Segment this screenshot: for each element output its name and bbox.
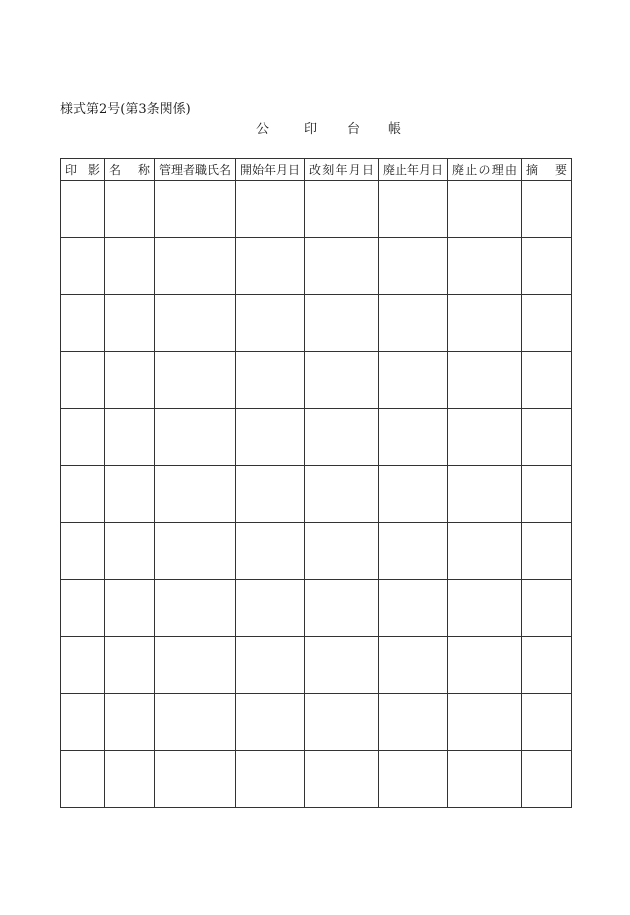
cell-manager[interactable]: [155, 466, 236, 523]
cell-seal-image[interactable]: [61, 637, 105, 694]
column-header-abolish-date: [379, 159, 448, 181]
cell-name[interactable]: [105, 409, 155, 466]
cell-abolish-date[interactable]: [379, 409, 448, 466]
table-row: [61, 637, 572, 694]
column-header-start-date: [236, 159, 305, 181]
cell-abolish-date[interactable]: [379, 181, 448, 238]
cell-seal-image[interactable]: [61, 523, 105, 580]
header-char: 管理者職氏名: [158, 163, 231, 177]
cell-start-date[interactable]: [236, 580, 305, 637]
table-row: [61, 409, 572, 466]
cell-revision-date[interactable]: [305, 637, 379, 694]
cell-seal-image[interactable]: [61, 580, 105, 637]
cell-name[interactable]: [105, 352, 155, 409]
table-row: [61, 694, 572, 751]
cell-seal-image[interactable]: [61, 409, 105, 466]
cell-abolish-date[interactable]: [379, 238, 448, 295]
column-header-revision-date: [305, 159, 379, 181]
column-header-name: [105, 159, 155, 181]
cell-revision-date[interactable]: [305, 580, 379, 637]
table-row: [61, 181, 572, 238]
cell-name[interactable]: [105, 751, 155, 808]
cell-abolish-date[interactable]: [379, 352, 448, 409]
cell-remarks[interactable]: [522, 409, 572, 466]
cell-start-date[interactable]: [236, 295, 305, 352]
ledger-body: [61, 181, 572, 808]
header-char: 要: [554, 163, 567, 177]
cell-name[interactable]: [105, 694, 155, 751]
cell-remarks[interactable]: [522, 580, 572, 637]
cell-revision-date[interactable]: [305, 295, 379, 352]
header-char: 理: [491, 163, 504, 177]
cell-abolish-date[interactable]: [379, 694, 448, 751]
title-char: 帳: [388, 122, 402, 137]
cell-manager[interactable]: [155, 694, 236, 751]
document-title: [256, 121, 401, 139]
header-char: 印: [65, 163, 78, 177]
cell-abolish-date[interactable]: [379, 751, 448, 808]
table-row: [61, 295, 572, 352]
cell-remarks[interactable]: [522, 295, 572, 352]
header-char: 影: [87, 163, 100, 177]
cell-abolish-reason[interactable]: [448, 637, 522, 694]
cell-remarks[interactable]: [522, 181, 572, 238]
cell-abolish-reason[interactable]: [448, 409, 522, 466]
cell-abolish-reason[interactable]: [448, 352, 522, 409]
header-char: 年: [335, 163, 348, 177]
header-row: [61, 159, 572, 181]
cell-remarks[interactable]: [522, 523, 572, 580]
header-char: の: [478, 163, 491, 177]
header-char: 称: [137, 163, 150, 177]
cell-remarks[interactable]: [522, 238, 572, 295]
cell-abolish-date[interactable]: [379, 580, 448, 637]
cell-abolish-date[interactable]: [379, 295, 448, 352]
cell-seal-image[interactable]: [61, 238, 105, 295]
cell-seal-image[interactable]: [61, 181, 105, 238]
cell-start-date[interactable]: [236, 523, 305, 580]
cell-revision-date[interactable]: [305, 409, 379, 466]
cell-start-date[interactable]: [236, 637, 305, 694]
cell-manager[interactable]: [155, 751, 236, 808]
title-char: 公: [256, 122, 270, 137]
table-row: [61, 238, 572, 295]
cell-abolish-reason[interactable]: [448, 238, 522, 295]
table-row: [61, 580, 572, 637]
cell-remarks[interactable]: [522, 637, 572, 694]
cell-seal-image[interactable]: [61, 352, 105, 409]
cell-name[interactable]: [105, 295, 155, 352]
table-row: [61, 352, 572, 409]
cell-remarks[interactable]: [522, 352, 572, 409]
cell-manager[interactable]: [155, 409, 236, 466]
cell-start-date[interactable]: [236, 694, 305, 751]
cell-start-date[interactable]: [236, 466, 305, 523]
cell-seal-image[interactable]: [61, 295, 105, 352]
column-header-abolish-reason: [448, 159, 522, 181]
header-char: 月: [348, 163, 361, 177]
cell-abolish-reason[interactable]: [448, 694, 522, 751]
cell-abolish-reason[interactable]: [448, 751, 522, 808]
cell-abolish-reason[interactable]: [448, 181, 522, 238]
cell-revision-date[interactable]: [305, 352, 379, 409]
header-char: 改: [309, 163, 322, 177]
cell-revision-date[interactable]: [305, 238, 379, 295]
header-char: 由: [504, 163, 517, 177]
header-char: 摘: [526, 163, 539, 177]
cell-start-date[interactable]: [236, 352, 305, 409]
cell-revision-date[interactable]: [305, 523, 379, 580]
cell-name[interactable]: [105, 523, 155, 580]
column-header-remarks: [522, 159, 572, 181]
cell-manager[interactable]: [155, 352, 236, 409]
cell-remarks[interactable]: [522, 751, 572, 808]
table-row: [61, 523, 572, 580]
cell-abolish-reason[interactable]: [448, 580, 522, 637]
cell-manager[interactable]: [155, 238, 236, 295]
cell-seal-image[interactable]: [61, 751, 105, 808]
form-number: 様式第2号(第3条関係): [60, 102, 191, 117]
header-char: 廃止年月日: [382, 163, 443, 177]
column-header-manager: [155, 159, 236, 181]
cell-remarks[interactable]: [522, 466, 572, 523]
cell-seal-image[interactable]: [61, 466, 105, 523]
cell-name[interactable]: [105, 580, 155, 637]
cell-abolish-reason[interactable]: [448, 523, 522, 580]
cell-start-date[interactable]: [236, 238, 305, 295]
cell-revision-date[interactable]: [305, 694, 379, 751]
title-char: 印: [304, 122, 318, 137]
seal-ledger-table: [60, 158, 572, 808]
cell-revision-date[interactable]: [305, 181, 379, 238]
cell-start-date[interactable]: [236, 751, 305, 808]
cell-revision-date[interactable]: [305, 751, 379, 808]
cell-abolish-date[interactable]: [379, 466, 448, 523]
cell-name[interactable]: [105, 637, 155, 694]
column-header-seal-image: [61, 159, 105, 181]
cell-manager[interactable]: [155, 523, 236, 580]
cell-manager[interactable]: [155, 637, 236, 694]
cell-abolish-reason[interactable]: [448, 466, 522, 523]
cell-name[interactable]: [105, 181, 155, 238]
cell-remarks[interactable]: [522, 694, 572, 751]
cell-manager[interactable]: [155, 181, 236, 238]
cell-abolish-reason[interactable]: [448, 295, 522, 352]
header-char: 止: [465, 163, 478, 177]
cell-start-date[interactable]: [236, 181, 305, 238]
header-char: 刻: [322, 163, 335, 177]
cell-manager[interactable]: [155, 295, 236, 352]
cell-revision-date[interactable]: [305, 466, 379, 523]
header-char: 日: [361, 163, 374, 177]
cell-manager[interactable]: [155, 580, 236, 637]
cell-seal-image[interactable]: [61, 694, 105, 751]
header-char: 廃: [452, 163, 465, 177]
cell-start-date[interactable]: [236, 409, 305, 466]
cell-name[interactable]: [105, 466, 155, 523]
header-char: 開始年月日: [239, 163, 300, 177]
header-char: 名: [109, 163, 122, 177]
title-char: 台: [347, 122, 361, 137]
cell-abolish-date[interactable]: [379, 523, 448, 580]
cell-abolish-date[interactable]: [379, 637, 448, 694]
table-row: [61, 466, 572, 523]
table-row: [61, 751, 572, 808]
cell-name[interactable]: [105, 238, 155, 295]
